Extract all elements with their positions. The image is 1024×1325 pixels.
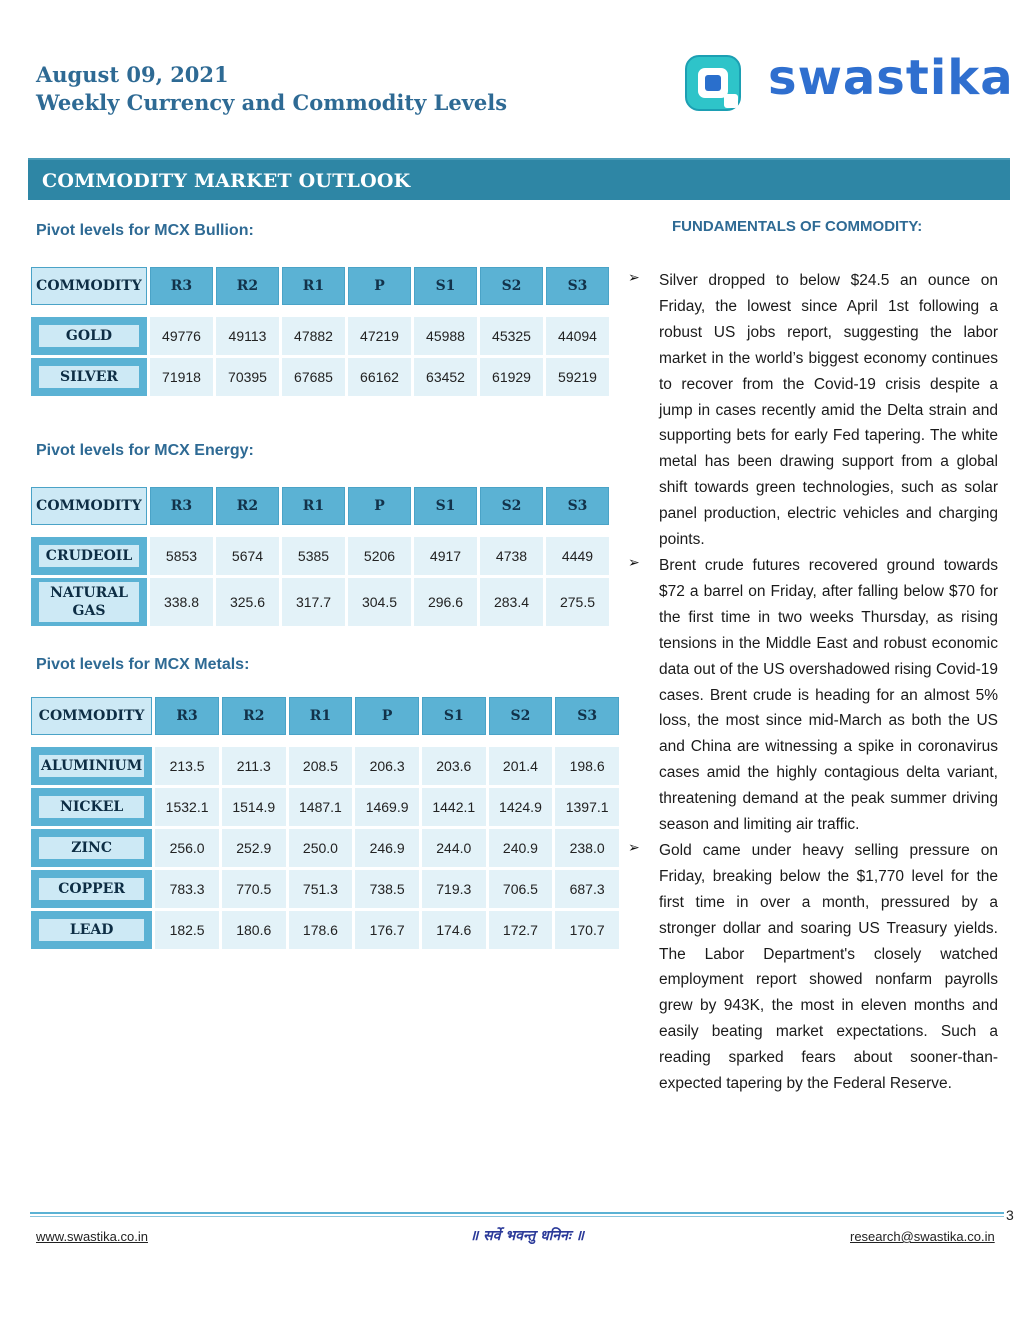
- table-row: [31, 911, 619, 949]
- table-cell: 44094: [546, 317, 609, 355]
- table-cell: 1514.9: [222, 788, 286, 826]
- table-row: [31, 747, 619, 785]
- table-cell: 1442.1: [422, 788, 486, 826]
- table-cell: 244.0: [422, 829, 486, 867]
- table-cell: 4738: [480, 537, 543, 575]
- commodity-name: NATURAL GAS: [31, 578, 147, 626]
- table-cell: 5206: [348, 537, 411, 575]
- col-header: R1: [282, 267, 345, 305]
- col-header: S3: [555, 697, 619, 735]
- bullet-text: Brent crude futures recovered ground towards $72 a barrel on Friday, after falling below $70 for the first time in two weeks Thursday, as rising tensions in the Middle East and robust economic data out of the US overshadowed rising Covid-19 cases. Brent crude is heading for an almost 5% loss, the most since mid-March as both the US and China are witnessing a spike in coronavirus cases amid the highly contagious delta variant, threatening demand at the peak summer driving season and limiting air traffic.: [659, 556, 998, 834]
- commodity-name: LEAD: [31, 911, 152, 949]
- website-link[interactable]: www.swastika.co.in: [36, 1229, 148, 1244]
- col-header: R3: [150, 267, 213, 305]
- table-cell: 240.9: [489, 829, 553, 867]
- table-cell: 770.5: [222, 870, 286, 908]
- table-cell: 4449: [546, 537, 609, 575]
- banner-label: COMMODITY MARKET OUTLOOK: [42, 170, 411, 192]
- table-cell: 738.5: [355, 870, 419, 908]
- col-header: COMMODITY: [31, 697, 152, 735]
- table-cell: 178.6: [289, 911, 353, 949]
- table-cell: 325.6: [216, 578, 279, 626]
- col-header: S2: [480, 267, 543, 305]
- table-cell: 59219: [546, 358, 609, 396]
- metals-heading: Pivot levels for MCX Metals:: [36, 656, 250, 673]
- section-banner: [28, 158, 1010, 200]
- table-cell: 170.7: [555, 911, 619, 949]
- table-cell: 182.5: [155, 911, 219, 949]
- table-cell: 304.5: [348, 578, 411, 626]
- table-cell: 246.9: [355, 829, 419, 867]
- table-cell: 238.0: [555, 829, 619, 867]
- col-header: S3: [546, 267, 609, 305]
- col-header: S3: [546, 487, 609, 525]
- list-item: [628, 838, 998, 1097]
- table-cell: 213.5: [155, 747, 219, 785]
- table-cell: 201.4: [489, 747, 553, 785]
- table-cell: 208.5: [289, 747, 353, 785]
- col-header: S1: [414, 487, 477, 525]
- table-cell: 4917: [414, 537, 477, 575]
- commodity-name: ALUMINIUM: [31, 747, 152, 785]
- table-cell: 338.8: [150, 578, 213, 626]
- commodity-name: GOLD: [31, 317, 147, 355]
- table-cell: 5674: [216, 537, 279, 575]
- col-header: COMMODITY: [31, 267, 147, 305]
- col-header: P: [348, 487, 411, 525]
- bullet-text: Gold came under heavy selling pressure on Friday, breaking below the $1,770 level for the first time in over a month, pressured by a stronger dollar and soaring US Treasury yields. The Labor Department's closely watched employment report showed nonfarm payrolls grew by 943K, the most in eleven months and easily beating market expectations. Such a reading sparked fears about sooner-than-expected tapering by the Federal Reserve.: [659, 841, 998, 1093]
- table-cell: 180.6: [222, 911, 286, 949]
- report-date: August 09, 2021: [36, 62, 229, 87]
- table-cell: 317.7: [282, 578, 345, 626]
- arrow-bullet-icon: ➢: [628, 553, 640, 570]
- col-header: S1: [422, 697, 486, 735]
- col-header: R1: [289, 697, 353, 735]
- fundamentals-list: [628, 268, 998, 1097]
- table-cell: 250.0: [289, 829, 353, 867]
- table-cell: 174.6: [422, 911, 486, 949]
- col-header: P: [355, 697, 419, 735]
- table-cell: 211.3: [222, 747, 286, 785]
- table-cell: 71918: [150, 358, 213, 396]
- table-header-row: [31, 267, 609, 305]
- list-item: [628, 268, 998, 553]
- commodity-name: SILVER: [31, 358, 147, 396]
- logo-wordmark: swastika: [768, 50, 1014, 106]
- table-cell: 66162: [348, 358, 411, 396]
- table-cell: 275.5: [546, 578, 609, 626]
- table-cell: 783.3: [155, 870, 219, 908]
- list-item: [628, 553, 998, 838]
- col-header: S2: [489, 697, 553, 735]
- table-cell: 70395: [216, 358, 279, 396]
- table-row: [31, 578, 609, 626]
- col-header: S2: [480, 487, 543, 525]
- table-row: [31, 829, 619, 867]
- commodity-name: CRUDEOIL: [31, 537, 147, 575]
- table-cell: 49113: [216, 317, 279, 355]
- commodity-name: COPPER: [31, 870, 152, 908]
- commodity-name: NICKEL: [31, 788, 152, 826]
- footer-divider: [30, 1212, 1004, 1214]
- table-cell: 5385: [282, 537, 345, 575]
- table-cell: 67685: [282, 358, 345, 396]
- table-cell: 1532.1: [155, 788, 219, 826]
- swastika-logo: [684, 50, 1014, 114]
- col-header: COMMODITY: [31, 487, 147, 525]
- table-cell: 706.5: [489, 870, 553, 908]
- col-header: R3: [150, 487, 213, 525]
- table-header-row: [31, 697, 619, 735]
- table-row: [31, 317, 609, 355]
- fundamentals-title: FUNDAMENTALS OF COMMODITY:: [672, 218, 923, 235]
- table-cell: 206.3: [355, 747, 419, 785]
- logo-icon: [684, 54, 742, 112]
- col-header: R2: [216, 267, 279, 305]
- bullion-heading: Pivot levels for MCX Bullion:: [36, 222, 254, 239]
- table-cell: 1469.9: [355, 788, 419, 826]
- col-header: R2: [216, 487, 279, 525]
- report-title: Weekly Currency and Commodity Levels: [36, 90, 508, 115]
- footer-motto: ॥ सर्वे भवन्तु धनिनः ॥: [470, 1228, 585, 1244]
- email-link[interactable]: research@swastika.co.in: [850, 1229, 995, 1244]
- bullet-text: Silver dropped to below $24.5 an ounce on Friday, the lowest since April 1st following a robust US jobs report, suggesting the labor market in the world’s biggest economy continues to recover from the Covid-19 crisis despite a jump in cases recently amid the Delta strain and supporting bets for early Fed tapering. The white metal has been drawing support from a global shift towards green technologies, such as solar panel production, electric vehicles and charging points.: [659, 272, 998, 549]
- table-cell: 296.6: [414, 578, 477, 626]
- table-row: [31, 537, 609, 575]
- col-header: S1: [414, 267, 477, 305]
- col-header: P: [348, 267, 411, 305]
- table-cell: 63452: [414, 358, 477, 396]
- table-cell: 5853: [150, 537, 213, 575]
- arrow-bullet-icon: ➢: [628, 838, 640, 855]
- metals-table: [28, 694, 622, 952]
- energy-heading: Pivot levels for MCX Energy:: [36, 442, 254, 459]
- table-cell: 45988: [414, 317, 477, 355]
- commodity-name: ZINC: [31, 829, 152, 867]
- table-cell: 47219: [348, 317, 411, 355]
- table-row: [31, 870, 619, 908]
- table-cell: 1424.9: [489, 788, 553, 826]
- table-cell: 1397.1: [555, 788, 619, 826]
- energy-table: [28, 484, 612, 629]
- table-cell: 49776: [150, 317, 213, 355]
- bullion-table: [28, 264, 612, 399]
- table-cell: 283.4: [480, 578, 543, 626]
- table-row: [31, 358, 609, 396]
- table-cell: 45325: [480, 317, 543, 355]
- table-header-row: [31, 487, 609, 525]
- table-cell: 719.3: [422, 870, 486, 908]
- table-cell: 1487.1: [289, 788, 353, 826]
- col-header: R1: [282, 487, 345, 525]
- col-header: R3: [155, 697, 219, 735]
- table-cell: 252.9: [222, 829, 286, 867]
- table-cell: 61929: [480, 358, 543, 396]
- table-cell: 751.3: [289, 870, 353, 908]
- table-cell: 198.6: [555, 747, 619, 785]
- table-cell: 203.6: [422, 747, 486, 785]
- table-cell: 256.0: [155, 829, 219, 867]
- table-cell: 172.7: [489, 911, 553, 949]
- footer-divider: [30, 1216, 1004, 1217]
- table-cell: 176.7: [355, 911, 419, 949]
- page-number: 3: [1006, 1207, 1014, 1223]
- table-row: [31, 788, 619, 826]
- arrow-bullet-icon: ➢: [628, 269, 640, 285]
- table-cell: 687.3: [555, 870, 619, 908]
- table-cell: 47882: [282, 317, 345, 355]
- col-header: R2: [222, 697, 286, 735]
